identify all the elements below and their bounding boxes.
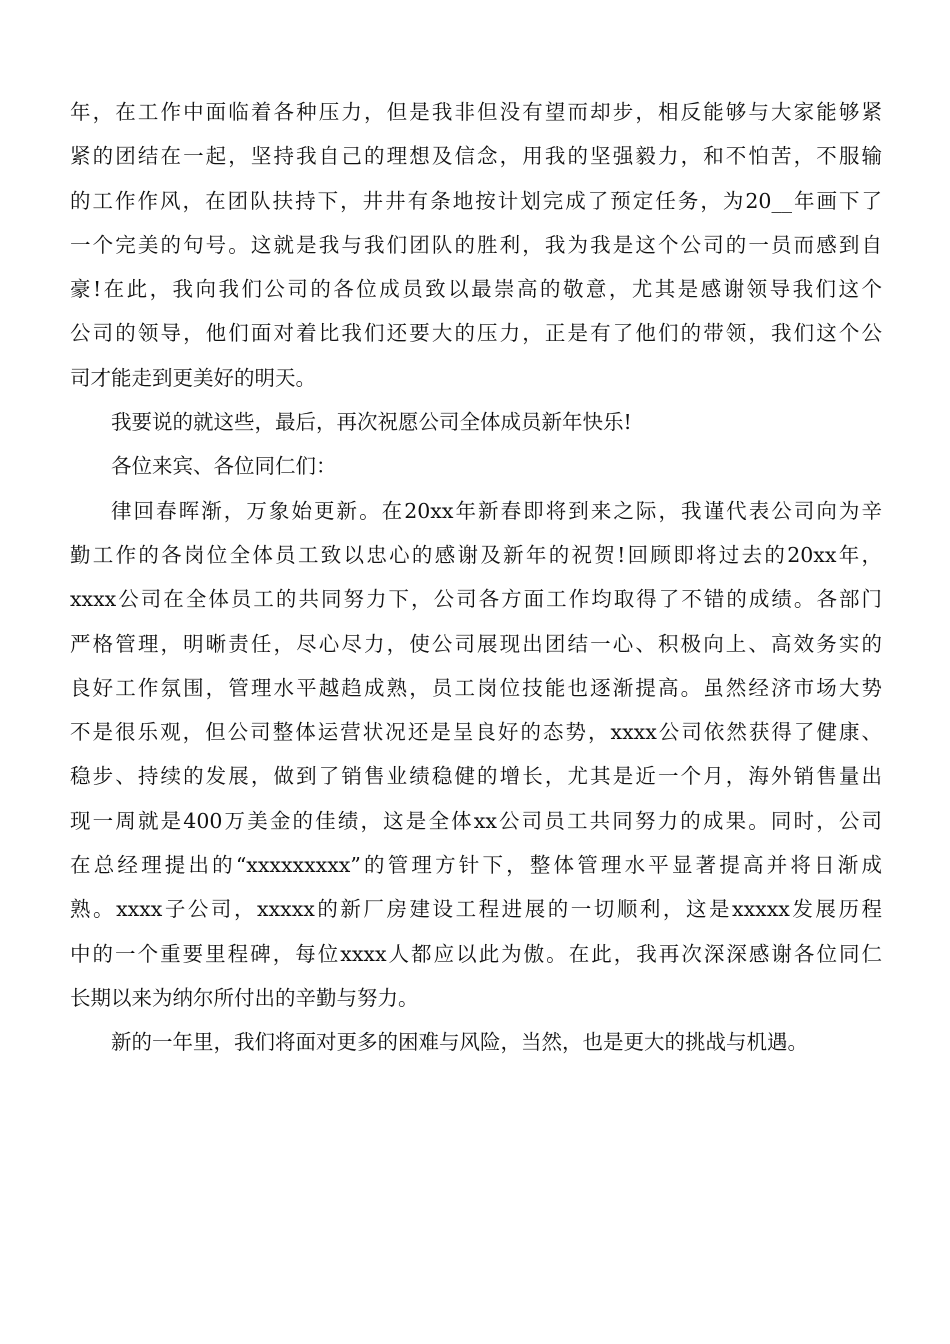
text-line: 律回春晖渐，万象始更新。在20xx年新春即将到来之际，我谨代表公司向为辛 (111, 498, 882, 523)
text-line: 年，在工作中面临着各种压力，但是我非但没有望而却步，相反能够与大家能够紧 (70, 100, 882, 124)
text-line: xxxx公司在全体员工的共同努力下，公司各方面工作均取得了不错的成绩。各部门 (70, 587, 882, 612)
text-line: 的工作作风，在团队扶持下，井井有条地按计划完成了预定任务，为20__年画下了 (70, 188, 882, 213)
paragraph (70, 1020, 882, 1064)
text-line: 熟。xxxx子公司，xxxxx的新厂房建设工程进展的一切顺利，这是xxxxx发展历程 (70, 897, 882, 922)
paragraph (70, 400, 882, 444)
text-line: 豪!在此，我向我们公司的各位成员致以最崇高的敬意，尤其是感谢领导我们这个 (70, 277, 882, 302)
text-line: 一个完美的句号。这就是我与我们团队的胜利，我为我是这个公司的一员而感到自 (70, 232, 882, 257)
text-line: 严格管理，明晰责任，尽心尽力，使公司展现出团结一心、积极向上、高效务实的 (70, 631, 882, 656)
text-line: 不是很乐观，但公司整体运营状况还是呈良好的态势，xxxx公司依然获得了健康、 (70, 720, 882, 745)
paragraph (70, 444, 882, 488)
paragraph (70, 90, 882, 400)
text-line: 司才能走到更美好的明天。 (70, 365, 316, 390)
text-line: 良好工作氛围，管理水平越趋成熟，员工岗位技能也逐渐提高。虽然经济市场大势 (70, 675, 882, 700)
text-line: 稳步、持续的发展，做到了销售业绩稳健的增长，尤其是近一个月，海外销售量出 (70, 764, 882, 789)
document-body (70, 90, 882, 1065)
text-line: 现一周就是400万美金的佳绩，这是全体xx公司员工共同努力的成果。同时，公司 (70, 808, 882, 833)
text-line: 各位来宾、各位同仁们： (111, 454, 337, 479)
text-line: 长期以来为纳尔所付出的辛勤与努力。 (70, 985, 419, 1010)
text-line: 紧的团结在一起，坚持我自己的理想及信念，用我的坚强毅力，和不怕苦，不服输 (70, 144, 882, 169)
text-line: 在总经理提出的“xxxxxxxxx”的管理方针下，整体管理水平显著提高并将日渐成 (70, 853, 882, 878)
text-line: 公司的领导，他们面对着比我们还要大的压力，正是有了他们的带领，我们这个公 (70, 321, 882, 346)
text-line: 勤工作的各岗位全体员工致以忠心的感谢及新年的祝贺!回顾即将过去的20xx年， (70, 542, 882, 567)
text-line: 我要说的就这些，最后，再次祝愿公司全体成员新年快乐! (111, 410, 632, 435)
text-line: 新的一年里，我们将面对更多的困难与风险，当然，也是更大的挑战与机遇。 (111, 1030, 808, 1055)
paragraph (70, 489, 882, 1021)
text-line: 中的一个重要里程碑，每位xxxx人都应以此为傲。在此，我再次深深感谢各位同仁 (70, 941, 882, 966)
